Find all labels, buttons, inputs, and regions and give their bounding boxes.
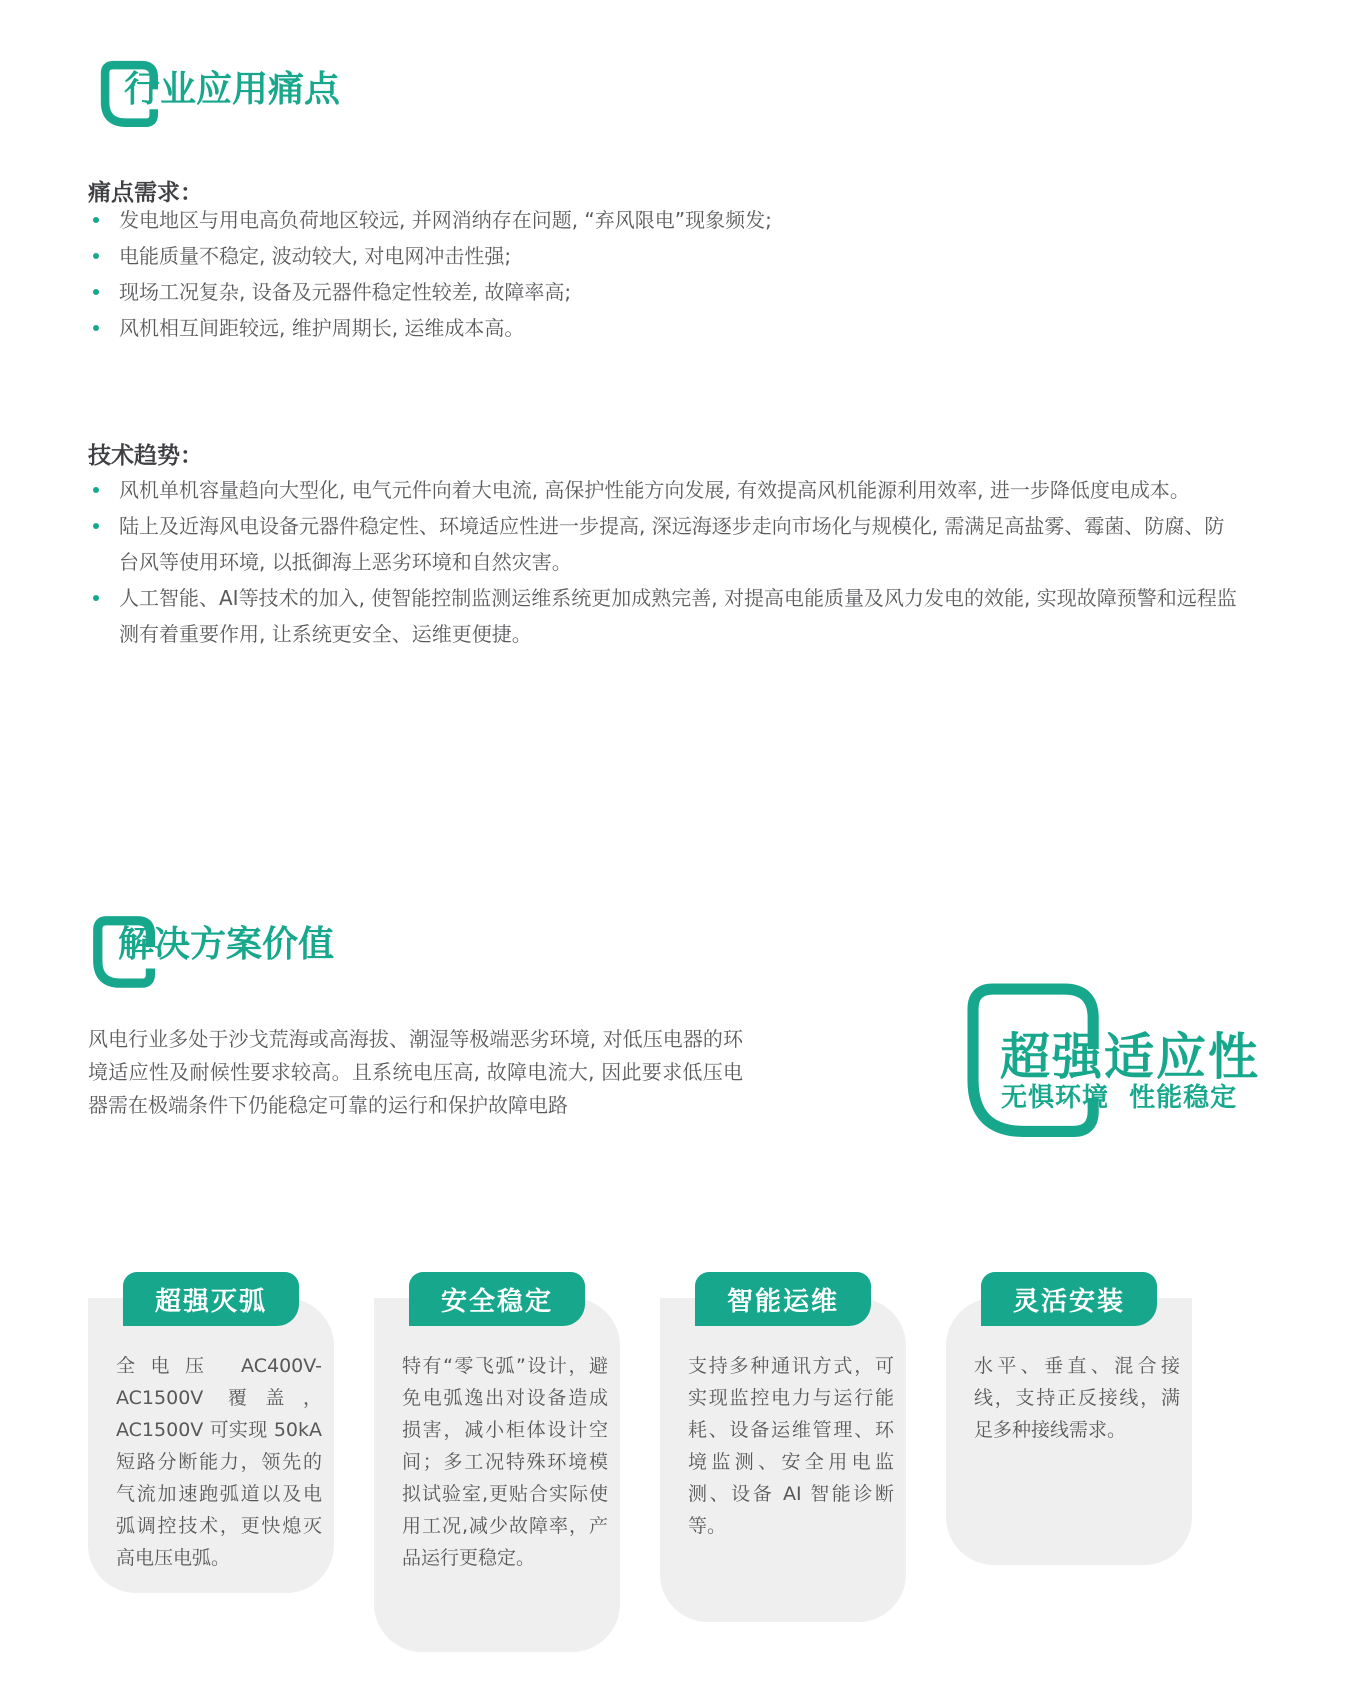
pain-point-item [88,274,772,310]
bullet-dot-icon [93,253,99,259]
feature-card [88,1286,334,1593]
pain-point-item [88,202,772,238]
feature-card [660,1286,906,1622]
feature-card [946,1286,1192,1565]
trend-text: 陆上及近海风电设备元器件稳定性、环境适应性进一步提高, 深远海逐步走向市场化与规模化, 需满足高盐雾、霉菌、防腐、防台风等使用环境, 以抵御海上恶劣环境和自然灾害。 [119,514,1225,574]
feature-card-body: 特有“零飞弧”设计，避免电弧逸出对设备造成损害，减小柜体设计空间；多工况特殊环境模拟试验室,更贴合实际使用工况,减少故障率，产品运行更稳定。 [402,1355,608,1569]
pain-point-text: 现场工况复杂, 设备及元器件稳定性较差, 故障率高; [119,280,572,304]
feature-card-body: 全电压 AC400V-AC1500V 覆盖，AC1500V 可实现 50kA 短路分断能力，领先的气流加速跑弧道以及电弧调控技术，更快熄灭高电压电弧。 [116,1355,322,1569]
highlight-title: 超强适应性 [1000,1028,1260,1086]
feature-card-body: 水平、垂直、混合接线，支持正反接线，满足多种接线需求。 [974,1355,1180,1441]
trend-item [88,580,1243,652]
pain-point-text: 发电地区与用电高负荷地区较远, 并网消纳存在问题, “弃风限电”现象频发; [119,208,772,232]
trend-list [88,472,1243,652]
feature-card-badge: 灵活安装 [981,1272,1157,1326]
trend-item [88,472,1243,508]
feature-card-badge: 安全稳定 [409,1272,585,1326]
bullet-dot-icon [93,595,99,601]
pain-section-title: 行业应用痛点 [124,69,341,110]
pain-point-item [88,238,772,274]
bullet-dot-icon [93,523,99,529]
bullet-dot-icon [93,487,99,493]
feature-card [374,1286,620,1652]
solution-paragraph: 风电行业多处于沙戈荒海或高海拔、潮湿等极端恶劣环境, 对低压电器的环境适应性及耐候性要求较高。且系统电压高, 故障电流大, 因此要求低压电器需在极端条件下仍能稳定可靠的运行和保护故障电路 [88,1027,743,1117]
trend-heading: 技术趋势： [88,443,203,469]
bullet-dot-icon [93,289,99,295]
feature-card-badge: 智能运维 [695,1272,871,1326]
pain-demand-heading: 痛点需求： [88,180,203,206]
pain-point-text: 风机相互间距较远, 维护周期长, 运维成本高。 [119,316,525,340]
trend-text: 风机单机容量趋向大型化, 电气元件向着大电流, 高保护性能方向发展, 有效提高风机能源利用效率, 进一步降低度电成本。 [119,478,1190,502]
feature-card-body: 支持多种通讯方式，可实现监控电力与运行能耗、设备运维管理、环境监测、安全用电监测、设备 AI 智能诊断等。 [688,1355,894,1537]
bullet-dot-icon [93,325,99,331]
trend-item [88,508,1243,580]
highlight-subtitle: 无惧环境 性能稳定 [1001,1083,1238,1113]
solution-section-title: 解决方案价值 [118,924,335,965]
pain-point-list [88,202,772,346]
pain-point-text: 电能质量不稳定, 波动较大, 对电网冲击性强; [119,244,512,268]
pain-point-item [88,310,772,346]
bullet-dot-icon [93,217,99,223]
feature-card-badge: 超强灭弧 [123,1272,299,1326]
trend-text: 人工智能、AI等技术的加入, 使智能控制监测运维系统更加成熟完善, 对提高电能质量及风力发电的效能, 实现故障预警和远程监测有着重要作用, 让系统更安全、运维更便捷。 [119,586,1237,646]
